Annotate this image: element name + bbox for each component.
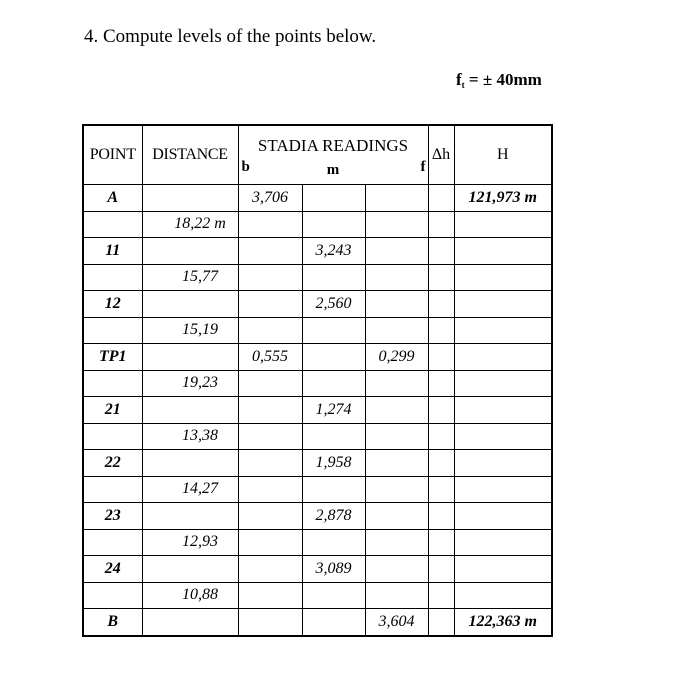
reading-f-cell: [365, 291, 428, 318]
distance-cell: [142, 397, 238, 424]
distance-cell: [142, 291, 238, 318]
reading-f-cell: [365, 317, 428, 344]
h-cell: [454, 503, 552, 530]
distance-cell: [142, 185, 238, 212]
dh-cell: [428, 476, 454, 503]
reading-f-cell: [365, 503, 428, 530]
distance-row: [83, 476, 552, 503]
tolerance-label: [456, 70, 542, 90]
dh-cell: [428, 238, 454, 265]
distance-cell: 13,38: [142, 423, 238, 450]
reading-f-cell: [365, 211, 428, 238]
reading-b-cell: [238, 529, 302, 556]
dh-cell: [428, 264, 454, 291]
dh-cell: [428, 344, 454, 371]
tolerance-subscript: t: [461, 80, 465, 90]
reading-b-cell: [238, 238, 302, 265]
header-point: POINT: [83, 125, 142, 185]
distance-row: [83, 423, 552, 450]
dh-cell: [428, 211, 454, 238]
leveling-table: [82, 124, 553, 637]
header-stadia: [238, 125, 428, 185]
point-row: [83, 397, 552, 424]
tolerance-value: = ± 40mm: [468, 70, 542, 89]
dh-cell: [428, 185, 454, 212]
reading-m-cell: [302, 529, 365, 556]
point-name-cell: [83, 211, 142, 238]
reading-b-cell: [238, 264, 302, 291]
h-cell: [454, 211, 552, 238]
reading-b-cell: [238, 370, 302, 397]
reading-f-cell: [365, 582, 428, 609]
point-name-cell: 22: [83, 450, 142, 477]
reading-m-cell: [302, 317, 365, 344]
h-cell: [454, 582, 552, 609]
distance-cell: 14,27: [142, 476, 238, 503]
header-f: f: [420, 159, 426, 175]
distance-cell: 15,19: [142, 317, 238, 344]
header-dh: Δh: [428, 125, 454, 185]
h-cell: [454, 397, 552, 424]
distance-cell: 12,93: [142, 529, 238, 556]
reading-b-cell: [238, 423, 302, 450]
point-name-cell: [83, 264, 142, 291]
point-name-cell: [83, 370, 142, 397]
reading-f-cell: 3,604: [365, 609, 428, 636]
reading-f-cell: [365, 423, 428, 450]
point-name-cell: [83, 529, 142, 556]
distance-row: [83, 317, 552, 344]
distance-cell: [142, 450, 238, 477]
distance-cell: [142, 609, 238, 636]
reading-m-cell: [302, 264, 365, 291]
distance-row: [83, 529, 552, 556]
reading-b-cell: [238, 397, 302, 424]
header-distance: DISTANCE: [142, 125, 238, 185]
h-cell: [454, 450, 552, 477]
reading-m-cell: [302, 185, 365, 212]
dh-cell: [428, 423, 454, 450]
reading-f-cell: [365, 529, 428, 556]
problem-title: 4. Compute levels of the points below.: [84, 26, 377, 47]
point-name-cell: TP1: [83, 344, 142, 371]
reading-f-cell: [365, 370, 428, 397]
reading-m-cell: [302, 344, 365, 371]
dh-cell: [428, 317, 454, 344]
distance-cell: 15,77: [142, 264, 238, 291]
point-name-cell: [83, 476, 142, 503]
reading-b-cell: [238, 503, 302, 530]
reading-b-cell: 3,706: [238, 185, 302, 212]
reading-b-cell: [238, 582, 302, 609]
distance-row: [83, 211, 552, 238]
point-name-cell: 24: [83, 556, 142, 583]
header-row: [83, 125, 552, 185]
dh-cell: [428, 291, 454, 318]
reading-m-cell: [302, 370, 365, 397]
point-name-cell: 12: [83, 291, 142, 318]
reading-b-cell: [238, 450, 302, 477]
point-row: [83, 238, 552, 265]
reading-f-cell: [365, 264, 428, 291]
distance-cell: [142, 556, 238, 583]
header-stadia-title: STADIA READINGS: [257, 136, 409, 155]
point-name-cell: [83, 582, 142, 609]
point-name-cell: 21: [83, 397, 142, 424]
distance-row: [83, 370, 552, 397]
reading-f-cell: [365, 476, 428, 503]
point-row: [83, 291, 552, 318]
reading-b-cell: [238, 476, 302, 503]
h-cell: [454, 529, 552, 556]
reading-m-cell: [302, 582, 365, 609]
reading-f-cell: 0,299: [365, 344, 428, 371]
point-row: [83, 609, 552, 636]
point-row: [83, 185, 552, 212]
header-h: H: [454, 125, 552, 185]
h-cell: [454, 291, 552, 318]
reading-m-cell: 2,878: [302, 503, 365, 530]
reading-b-cell: [238, 609, 302, 636]
distance-cell: [142, 503, 238, 530]
h-cell: [454, 370, 552, 397]
h-cell: [454, 476, 552, 503]
distance-cell: 10,88: [142, 582, 238, 609]
dh-cell: [428, 556, 454, 583]
reading-b-cell: [238, 317, 302, 344]
h-cell: [454, 264, 552, 291]
point-row: [83, 450, 552, 477]
distance-cell: 18,22 m: [142, 211, 238, 238]
dh-cell: [428, 450, 454, 477]
reading-m-cell: [302, 609, 365, 636]
header-m: m: [326, 162, 340, 178]
h-cell: [454, 423, 552, 450]
reading-m-cell: [302, 423, 365, 450]
reading-m-cell: 1,958: [302, 450, 365, 477]
dh-cell: [428, 503, 454, 530]
h-cell: [454, 317, 552, 344]
reading-b-cell: [238, 211, 302, 238]
reading-f-cell: [365, 185, 428, 212]
distance-cell: 19,23: [142, 370, 238, 397]
point-row: [83, 503, 552, 530]
h-cell: [454, 556, 552, 583]
reading-m-cell: 2,560: [302, 291, 365, 318]
reading-m-cell: [302, 211, 365, 238]
reading-m-cell: 3,089: [302, 556, 365, 583]
dh-cell: [428, 529, 454, 556]
point-name-cell: 11: [83, 238, 142, 265]
reading-f-cell: [365, 556, 428, 583]
dh-cell: [428, 370, 454, 397]
point-name-cell: B: [83, 609, 142, 636]
reading-b-cell: [238, 291, 302, 318]
reading-m-cell: 3,243: [302, 238, 365, 265]
distance-cell: [142, 238, 238, 265]
reading-f-cell: [365, 450, 428, 477]
dh-cell: [428, 609, 454, 636]
h-cell: 121,973 m: [454, 185, 552, 212]
reading-f-cell: [365, 397, 428, 424]
tolerance-symbol: f: [456, 70, 462, 89]
point-name-cell: [83, 317, 142, 344]
point-name-cell: A: [83, 185, 142, 212]
reading-b-cell: [238, 556, 302, 583]
distance-row: [83, 582, 552, 609]
dh-cell: [428, 582, 454, 609]
h-cell: [454, 238, 552, 265]
point-name-cell: 23: [83, 503, 142, 530]
point-row: [83, 556, 552, 583]
distance-cell: [142, 344, 238, 371]
distance-row: [83, 264, 552, 291]
h-cell: [454, 344, 552, 371]
h-cell: 122,363 m: [454, 609, 552, 636]
reading-m-cell: [302, 476, 365, 503]
header-b: b: [241, 159, 250, 175]
point-name-cell: [83, 423, 142, 450]
dh-cell: [428, 397, 454, 424]
reading-f-cell: [365, 238, 428, 265]
reading-m-cell: 1,274: [302, 397, 365, 424]
point-row: [83, 344, 552, 371]
reading-b-cell: 0,555: [238, 344, 302, 371]
